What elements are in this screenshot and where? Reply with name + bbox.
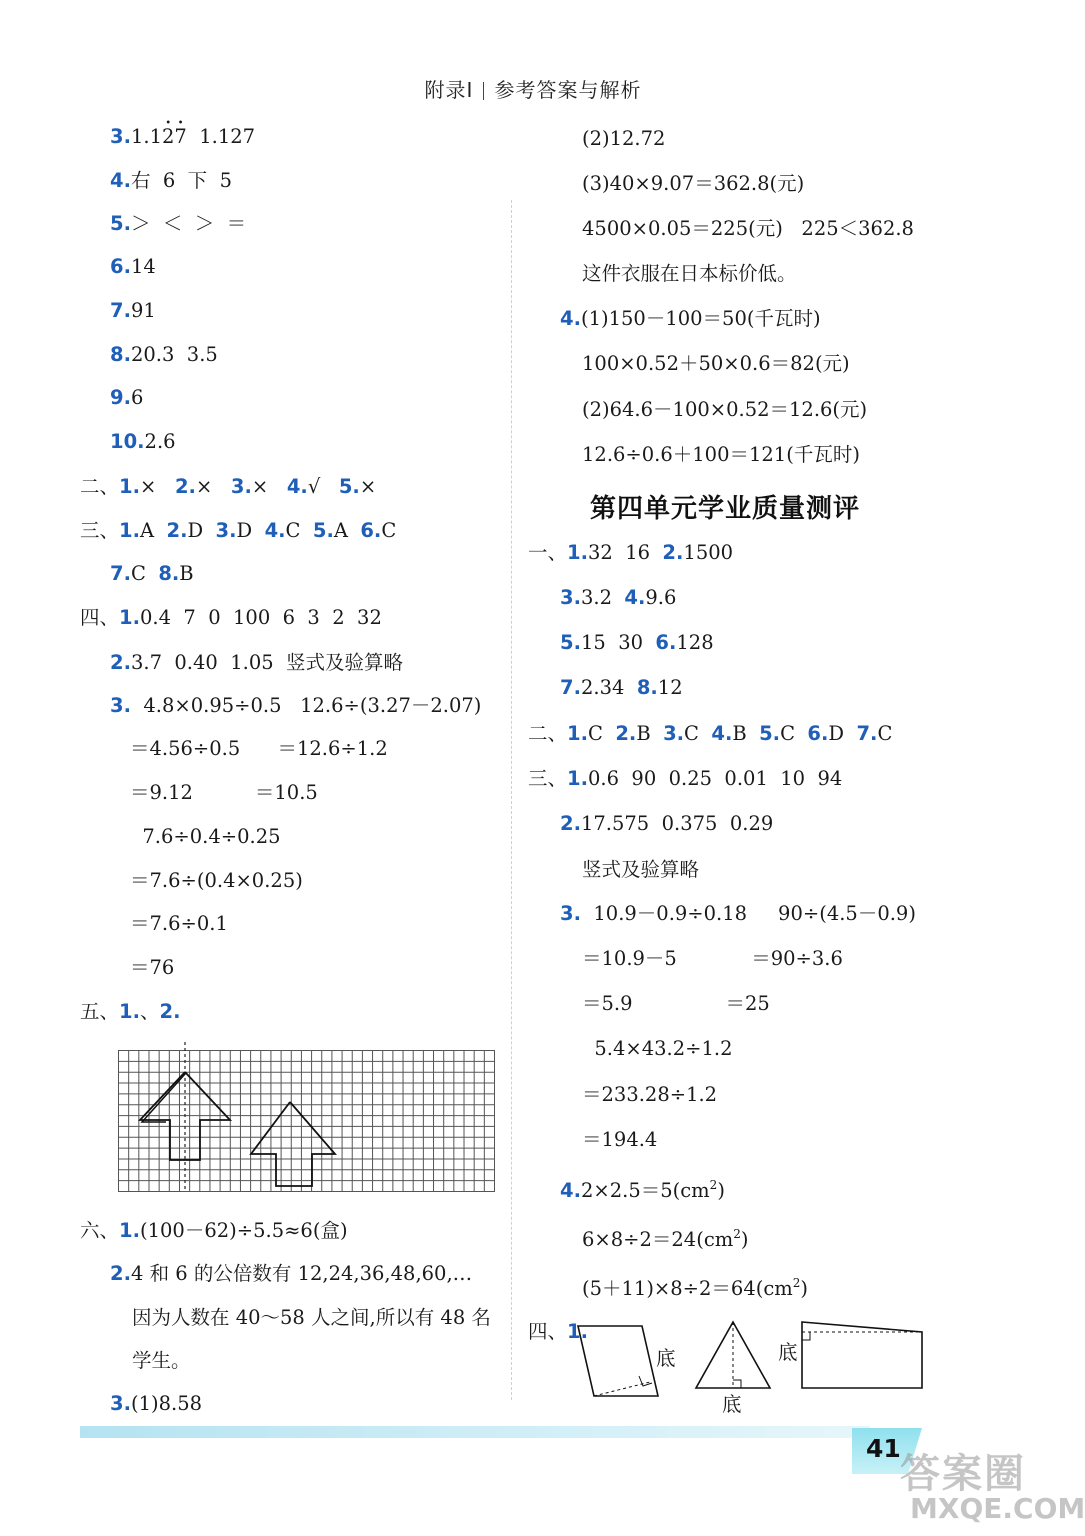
- question-number: 9.: [110, 386, 131, 409]
- answer-line: [560, 675, 683, 701]
- section-prefix: 一、: [528, 541, 568, 564]
- answer-line: [80, 518, 396, 544]
- page-number: 41: [866, 1434, 901, 1463]
- question-number: 2.: [166, 519, 188, 542]
- answer-text: ×: [195, 475, 213, 498]
- question-number: 8.: [158, 562, 180, 585]
- answer-text: ): [740, 1228, 749, 1251]
- question-number: 2.: [110, 651, 131, 674]
- question-number: 1.: [119, 606, 140, 629]
- tree-shape: [251, 1102, 335, 1186]
- question-number: 2.: [174, 475, 196, 498]
- answer-text: ＞ ＜ ＞ ＝: [130, 212, 247, 235]
- watermark-logo: 答案圈 MXQE.COM: [900, 1451, 1085, 1525]
- calculation-step: ＝5.9 ＝25: [582, 992, 770, 1015]
- question-number: 2.: [615, 722, 637, 745]
- answer-text: 12: [657, 676, 683, 699]
- calculation-step: ＝10.9－5 ＝90÷3.6: [582, 947, 843, 970]
- answer-line: [110, 342, 218, 368]
- base-height-figures: [570, 1318, 930, 1414]
- question-number: 1.: [567, 1320, 588, 1343]
- question-number: 3.: [215, 519, 237, 542]
- answer-line: [582, 1270, 808, 1302]
- section-prefix: 二、: [528, 722, 568, 745]
- answer-line: [528, 540, 733, 566]
- section-prefix: 四、: [528, 1320, 568, 1343]
- answer-text: (2)12.72: [582, 127, 666, 150]
- answer-text: 15 30: [580, 631, 656, 654]
- answer-text: 2.6: [144, 430, 176, 453]
- question-number: 5.: [338, 475, 360, 498]
- answer-line: [560, 585, 676, 611]
- answer-text: 20.3 3.5: [130, 343, 218, 366]
- calculation-step: ＝76: [130, 956, 175, 979]
- answer-line: [110, 168, 232, 194]
- answer-text: C: [877, 722, 893, 745]
- grid-figure: [118, 1050, 495, 1192]
- answer-text: C: [780, 722, 796, 745]
- answer-line: [110, 561, 194, 587]
- question-number: 7.: [856, 722, 878, 745]
- answer-text: 10.9－0.9÷0.18 90÷(4.5－0.9): [580, 902, 916, 925]
- question-number: 4.: [286, 475, 308, 498]
- question-number: 8.: [636, 676, 658, 699]
- question-number: 3.: [110, 1392, 131, 1415]
- right-angle-mark: [802, 1332, 810, 1340]
- calculation-step: ＝233.28÷1.2: [582, 1083, 718, 1106]
- answer-text: D: [187, 519, 204, 542]
- section-prefix: 二、: [80, 475, 120, 498]
- answer-text: 128: [676, 631, 714, 654]
- answer-text: 3.2: [580, 586, 625, 609]
- answer-text: 2×2.5＝5(cm: [580, 1179, 710, 1202]
- section-prefix: 三、: [528, 767, 568, 790]
- question-number: 6.: [360, 519, 382, 542]
- answer-text: 4.8×0.95÷0.5 12.6÷(3.27－2.07): [130, 694, 482, 717]
- question-number: 2.: [662, 541, 684, 564]
- section-prefix: 三、: [80, 519, 120, 542]
- answer-text: C: [381, 519, 397, 542]
- question-number: 10.: [110, 430, 145, 453]
- question-number: 5.: [560, 631, 581, 654]
- answer-text: 6: [130, 386, 144, 409]
- superscript: 2: [792, 1276, 801, 1290]
- answer-text: 2.34: [580, 676, 637, 699]
- answer-text: 17.575 0.375 0.29: [580, 812, 774, 835]
- answer-text: C: [285, 519, 301, 542]
- calculation-step: ＝194.4: [582, 1128, 658, 1151]
- question-number: 2.: [560, 812, 581, 835]
- calculation-step: ＝7.6÷(0.4×0.25): [130, 869, 303, 892]
- answer-text: 0.6 90 0.25 0.01 10 94: [588, 767, 843, 790]
- header-separator: [483, 82, 484, 100]
- answer-text: D: [236, 519, 253, 542]
- calculation-step: ＝9.12 ＝10.5: [130, 781, 318, 804]
- calculation-step: ＝4.56÷0.5 ＝12.6÷1.2: [130, 737, 388, 760]
- question-number: 8.: [110, 343, 131, 366]
- height-line: [594, 1382, 650, 1396]
- question-number: 3.: [560, 586, 581, 609]
- answer-line: [560, 811, 773, 837]
- section-prefix: 五、: [80, 1000, 120, 1023]
- header-appendix: 附录Ⅰ: [424, 78, 474, 102]
- answer-line: [110, 298, 156, 324]
- question-number: 1.: [119, 1000, 140, 1023]
- answer-line: [110, 650, 403, 676]
- answer-text: (1)150－100＝50(千瓦时): [580, 307, 821, 330]
- answer-line: [110, 385, 143, 411]
- question-number: 3.: [560, 902, 581, 925]
- header-title: 参考答案与解析: [494, 78, 642, 102]
- question-number: 1.: [567, 541, 588, 564]
- answer-text: 91: [130, 299, 156, 322]
- question-number: 3.: [663, 722, 685, 745]
- answer-text: 3.7 0.40 1.05 竖式及验算略: [130, 651, 404, 674]
- question-number: 4.: [560, 1179, 581, 1202]
- answer-line: [80, 474, 376, 500]
- answer-text: 1500: [683, 541, 734, 564]
- question-number: 1.: [567, 767, 588, 790]
- answer-text: 4 和 6 的公倍数有 12,24,36,48,60,…: [130, 1262, 473, 1285]
- section-prefix: 六、: [80, 1219, 120, 1242]
- question-number: 1.: [567, 722, 588, 745]
- question-number: 3.: [110, 125, 131, 148]
- answer-text: 因为人数在 40～58 人之间,所以有 48 名: [132, 1306, 491, 1329]
- answer-text: A: [140, 519, 155, 542]
- answer-line: [110, 1391, 202, 1417]
- answer-text: 1.127: [186, 125, 256, 148]
- question-number: 5.: [759, 722, 781, 745]
- section-prefix: 四、: [80, 606, 120, 629]
- answer-line: [80, 1218, 348, 1244]
- answer-line: [582, 1221, 748, 1253]
- column-divider: [511, 200, 512, 1400]
- question-number: 2.: [159, 1000, 181, 1023]
- answer-line: [80, 605, 382, 631]
- answer-text: B: [636, 722, 651, 745]
- answer-text: C: [684, 722, 699, 745]
- question-number: 6.: [110, 255, 131, 278]
- question-number: 5.: [312, 519, 334, 542]
- answer-text: C: [588, 722, 603, 745]
- answer-line: [528, 721, 892, 747]
- answer-line: [110, 124, 255, 150]
- answer-line: [110, 693, 481, 719]
- answer-text: (2)64.6－100×0.52＝12.6(元): [582, 398, 868, 421]
- calculation-step: 5.4×43.2÷1.2: [582, 1037, 733, 1060]
- question-number: 4.: [560, 307, 581, 330]
- repeating-digit: 7 •: [174, 124, 186, 150]
- base-label: 底: [722, 1393, 742, 1416]
- page-header: [0, 74, 1066, 103]
- question-number: 7.: [560, 676, 581, 699]
- superscript: 2: [733, 1227, 741, 1241]
- answer-text: 12.6÷0.6＋100＝121(千瓦时): [582, 443, 860, 466]
- answer-text: (3)40×9.07＝362.8(元): [582, 172, 805, 195]
- base-label: 底: [656, 1347, 676, 1370]
- answer-text: ): [717, 1179, 725, 1202]
- answer-line: [110, 429, 176, 455]
- question-number: 3.: [110, 694, 131, 717]
- answer-text: ): [800, 1277, 809, 1300]
- footer-band: [80, 1426, 870, 1438]
- answer-text: A: [333, 519, 348, 542]
- answer-text: (5＋11)×8÷2＝64(cm: [582, 1277, 793, 1300]
- section-title: 第四单元学业质量测评: [590, 494, 861, 524]
- answer-text: 14: [130, 255, 156, 278]
- answer-text: (1)8.58: [130, 1392, 203, 1415]
- repeating-digit: 2 •: [162, 124, 174, 150]
- question-number: 7.: [110, 299, 131, 322]
- answer-text: B: [732, 722, 747, 745]
- answer-text: (100－62)÷5.5≈6(盒): [140, 1219, 348, 1242]
- question-number: 3.: [230, 475, 252, 498]
- answer-line: [560, 901, 916, 927]
- answer-text: ×: [359, 475, 377, 498]
- answer-text: D: [828, 722, 845, 745]
- answer-text: B: [179, 562, 194, 585]
- answer-text: 0.4 7 0 100 6 3 2 32: [140, 606, 382, 629]
- question-number: 4.: [624, 586, 646, 609]
- question-number: 6.: [807, 722, 829, 745]
- answer-line: [560, 306, 821, 332]
- question-number: 1.: [119, 519, 140, 542]
- answer-text: C: [130, 562, 146, 585]
- answer-text: √: [307, 475, 321, 498]
- answer-text: ×: [251, 475, 269, 498]
- answer-line: [110, 1261, 472, 1287]
- answer-line: [528, 766, 842, 792]
- question-number: 7.: [110, 562, 131, 585]
- answer-text: 9.6: [645, 586, 677, 609]
- answer-text: 100×0.52＋50×0.6＝82(元): [582, 352, 850, 375]
- right-angle-mark: [733, 1380, 741, 1388]
- question-number: 4.: [711, 722, 733, 745]
- question-number: 1.: [119, 1219, 140, 1242]
- answer-line: 五、1.、2.: [80, 1000, 181, 1023]
- answer-text: 右 6 下 5: [130, 169, 232, 192]
- question-number: 4.: [110, 169, 131, 192]
- question-number: 6.: [655, 631, 677, 654]
- answer-line: [560, 1172, 725, 1204]
- answer-text: 竖式及验算略: [582, 858, 700, 881]
- answer-line: [110, 211, 246, 237]
- question-number: 4.: [264, 519, 286, 542]
- question-number: 1.: [119, 475, 140, 498]
- base-label: 底: [778, 1341, 798, 1364]
- answer-text: 1.1: [130, 125, 162, 148]
- superscript: 2: [709, 1178, 718, 1192]
- answer-line: [560, 630, 714, 656]
- answer-text: 这件衣服在日本标价低。: [582, 262, 797, 285]
- calculation-step: 7.6÷0.4÷0.25: [130, 825, 281, 848]
- question-number: 5.: [110, 212, 131, 235]
- answer-text: 6×8÷2＝24(cm: [582, 1228, 734, 1251]
- answer-line: [110, 254, 156, 280]
- answer-text: 学生。: [132, 1349, 191, 1372]
- answer-text: 32 16: [588, 541, 663, 564]
- question-number: 2.: [110, 1262, 131, 1285]
- answer-text: 4500×0.05＝225(元) 225＜362.8: [582, 217, 914, 240]
- calculation-step: ＝7.6÷0.1: [130, 912, 228, 935]
- answer-text: ×: [140, 475, 157, 498]
